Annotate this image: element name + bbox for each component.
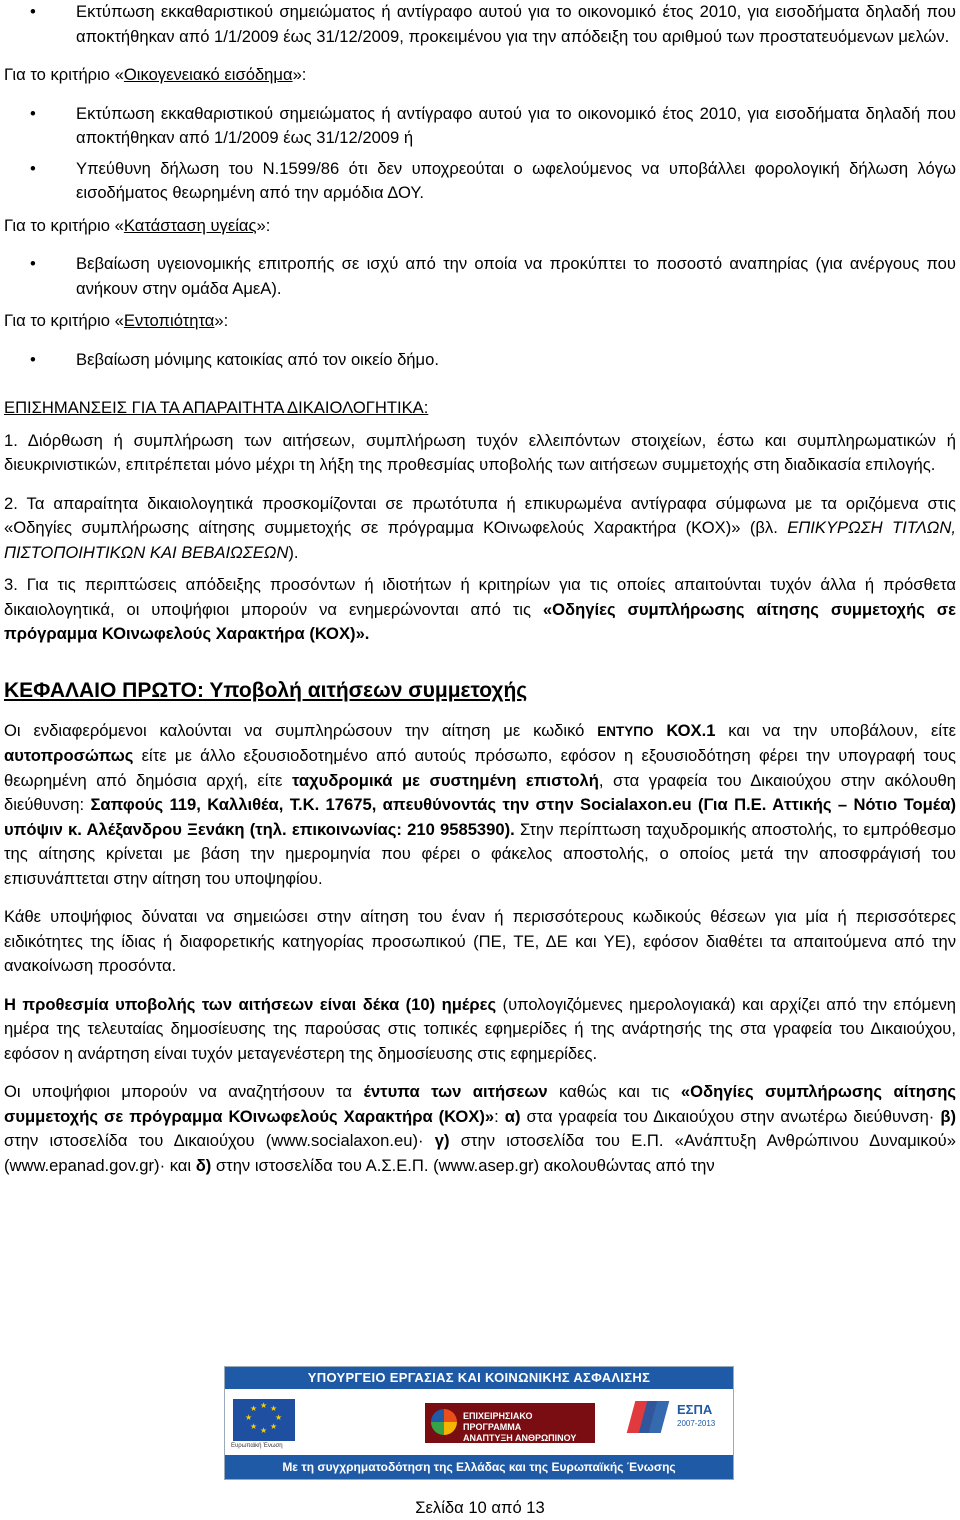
bullet-list-locality xyxy=(4,348,956,373)
bullet-list-top xyxy=(4,0,956,49)
eu-caption: Ευρωπαϊκή Ένωση xyxy=(231,1443,283,1449)
paragraph-position-codes: Κάθε υποψήφιος δύναται να σημειώσει στην αίτηση του έναν ή περισσότερους κωδικούς θέσεων για μία ή περισσότερες ειδικότητες της ίδιας ή διαφορετικής κατηγορίας προσωπικού (ΠΕ, ΤΕ, ΔΕ και ΥΕ), εφόσον διαθέτει τα απαιτούμενα από την ανακοίνωση προσόντα. xyxy=(4,907,956,975)
list-item: • Βεβαίωση μόνιμης κατοικίας από τον οικείο δήμο. xyxy=(4,348,956,373)
bullet-icon: • xyxy=(30,158,36,178)
espa-mark-icon xyxy=(625,1397,679,1437)
program-logo: ΕΠΙΧΕΙΡΗΣΙΑΚΟ ΠΡΟΓΡΑΜΜΑ ΑΝΑΠΤΥΞΗ ΑΝΘΡΩΠΙΝΟΥ ΔΥΝΑΜΙΚΟΥ xyxy=(425,1403,595,1443)
chapter-title: ΚΕΦΑΛΑΙΟ ΠΡΩΤΟ: Υποβολή αιτήσεων συμμετοχής xyxy=(4,678,528,702)
bullet-list-health xyxy=(4,252,956,301)
paragraph-deadline: Η προθεσμία υποβολής των αιτήσεων είναι δέκα (10) ημέρες (υπολογιζόμενες ημερολογιακά) και αρχίζει από την επόμενη ημέρα της τελευταίας δημοσίευσης της παρούσας στις τοπικές εφημερίδες ή της ανάρτησής της στα γραφεία του Δικαιούχου, εφόσον η ανάρτηση είναι τυχόν μεταγενέστερη της δημοσίευσης στις εφημερίδες. xyxy=(4,994,956,1063)
list-item: • Εκτύπωση εκκαθαριστικού σημειώματος ή αντίγραφο αυτού για το οικονομικό έτος 2010, για εισοδήματα δηλαδή που αποκτήθηκαν από 1/1/2009 έως 31/12/2009 ή xyxy=(30,103,956,147)
eu-flag-icon: ★ ★ ★ ★ ★ ★ ★ ★ xyxy=(233,1399,295,1441)
ministry-title: ΥΠΟΥΡΓΕΙΟ ΕΡΓΑΣΙΑΣ ΚΑΙ ΚΟΙΝΩΝΙΚΗΣ ΑΣΦΑΛΙΣΗΣ xyxy=(225,1367,733,1389)
bullet-icon: • xyxy=(30,349,36,369)
note-2: 2. Τα απαραίτητα δικαιολογητικά προσκομίζονται σε πρωτότυπα ή επικυρωμένα αντίγραφα σύμφωνα με τα οριζόμενα στις «Οδηγίες συμπλήρωσης αίτησης συμμετοχής σε πρόγραμμα ΚΟινωφελούς Χαρακτήρα (ΚΟΧ)» (βλ. ΕΠΙΚΥΡΩΣΗ ΤΙΤΛΩΝ, ΠΙΣΤΟΠΟΙΗΤΙΚΩΝ ΚΑΙ ΒΕΒΑΙΩΣΕΩΝ). xyxy=(4,493,956,562)
note-3: 3. Για τις περιπτώσεις απόδειξης προσόντων ή ιδιοτήτων ή κριτηρίων για τις οποίες απαιτούνται τυχόν άλλα ή πρόσθετα δικαιολογητικά, οι υποψήφιοι μπορούν να ενημερώνονται από τις «Οδηγίες συμπλήρωσης αίτησης συμμετοχής σε πρόγραμμα ΚΟινωφελούς Χαρακτήρα (ΚΟΧ)». xyxy=(4,575,956,643)
page-number: Σελίδα 10 από 13 xyxy=(415,1498,545,1517)
espa-logo: ΕΣΠΑ 2007-2013 xyxy=(625,1397,725,1451)
notes-heading: ΕΠΙΣΗΜΑΝΣΕΙΣ ΓΙΑ ΤΑ ΑΠΑΡΑΙΤΗΤΑ ΔΙΚΑΙΟΛΟΓΗΤΙΚΑ: xyxy=(4,398,429,417)
paragraph-submission: Οι ενδιαφερόμενοι καλούνται να συμπληρώσουν την αίτηση με κωδικό ΕΝΤΥΠΟ ΚΟΧ.1 και να την υποβάλουν, είτε αυτοπροσώπως είτε με άλλο εξουσιοδοτημένο από αυτούς πρόσωπο, εφόσον η εξουσιοδότηση φέρει την υπογραφή τους θεωρημένη από δημόσια αρχή, είτε ταχυδρομικά με συστημένη επιστολή, στα γραφεία του Δικαιούχου στην ακόλουθη διεύθυνση: Σαπφούς 119, Καλλιθέα, Τ.Κ. 17675, απευθύνοντάς την στην Socialaxon.eu (Για Π.Ε. Αττικής – Νότιο Τομέα) υπόψιν κ. Αλέξανδρου Ξενάκη (τηλ. επικοινωνίας: 210 9585390). Στην περίπτωση ταχυδρομικής αποστολής, το εμπρόθεσμο της αίτησης κρίνεται με βάση την ημερομηνία που φέρει ο φάκελος αποστολής, ο οποίος μετά την αποσφράγισή του επισυνάπτεται στην αίτηση του υποψηφίου. xyxy=(4,720,957,888)
bullet-list-income xyxy=(4,102,956,206)
bullet-icon: • xyxy=(30,103,36,123)
note-1: 1. Διόρθωση ή συμπλήρωση των αιτήσεων, συμπλήρωση τυχόν ελλειπόντων στοιχείων, έστω και συμπληρωματικών ή διευκρινιστικών, επιτρέπεται μόνο μέχρι τη λήξη της προθεσμίας υποβολής των αιτήσεων συμμετοχής στη διαδικασία επιλογής. xyxy=(4,430,956,474)
list-item: • Βεβαίωση υγειονομικής επιτροπής σε ισχύ από την οποία να προκύπτει το ποσοστό αναπηρίας (για ανέργους που ανήκουν στην ομάδα ΑμεΑ). xyxy=(30,254,956,298)
criterion-heading-income: Για το κριτήριο «Οικογενειακό εισόδημα»: xyxy=(4,65,307,84)
list-item: • Υπεύθυνη δήλωση του Ν.1599/86 ότι δεν υποχρεούται ο ωφελούμενος να υποβάλλει φορολογική δήλωση λόγω εισοδήματος θεωρημένη από την αρμόδια ΔΟΥ. xyxy=(30,158,956,202)
bullet-icon: • xyxy=(30,2,36,21)
criterion-heading-locality: Για το κριτήριο «Εντοπιότητα»: xyxy=(4,311,229,330)
program-ring-icon xyxy=(431,1409,457,1435)
bullet-icon: • xyxy=(30,254,36,273)
page-content xyxy=(4,0,956,1178)
list-item: • Εκτύπωση εκκαθαριστικού σημειώματος ή αντίγραφο αυτού για το οικονομικό έτος 2010, για εισοδήματα δηλαδή που αποκτήθηκαν από 1/1/2009 έως 31/12/2009, προκειμένου για την απόδειξη του αριθμού των προστατευόμενων μελών. xyxy=(30,2,956,46)
criterion-heading-health: Για το κριτήριο «Κατάσταση υγείας»: xyxy=(4,215,271,235)
cofunding-line: Με τη συγχρηματοδότηση της Ελλάδας και της Ευρωπαϊκής Ένωσης xyxy=(225,1455,733,1479)
paragraph-where-to-find: Οι υποψήφιοι μπορούν να αναζητήσουν τα έντυπα των αιτήσεων καθώς και τις «Οδηγίες συμπλήρωσης αίτησης συμμετοχής σε πρόγραμμα ΚΟινωφελούς Χαρακτήρα (ΚΟΧ)»: α) στα γραφεία του Δικαιούχου στην ανωτέρω διεύθυνση· β) στην ιστοσελίδα του Δικαιούχου (www.socialaxon.eu)· γ) στην ιστοσελίδα του Ε.Π. «Ανάπτυξη Ανθρώπινου Δυναμικού» (www.epanad.gov.gr)· και δ) στην ιστοσελίδα του Α.Σ.Ε.Π. (www.asep.gr) ακολουθώντας από την xyxy=(4,1082,956,1175)
funding-banner xyxy=(224,1366,734,1480)
